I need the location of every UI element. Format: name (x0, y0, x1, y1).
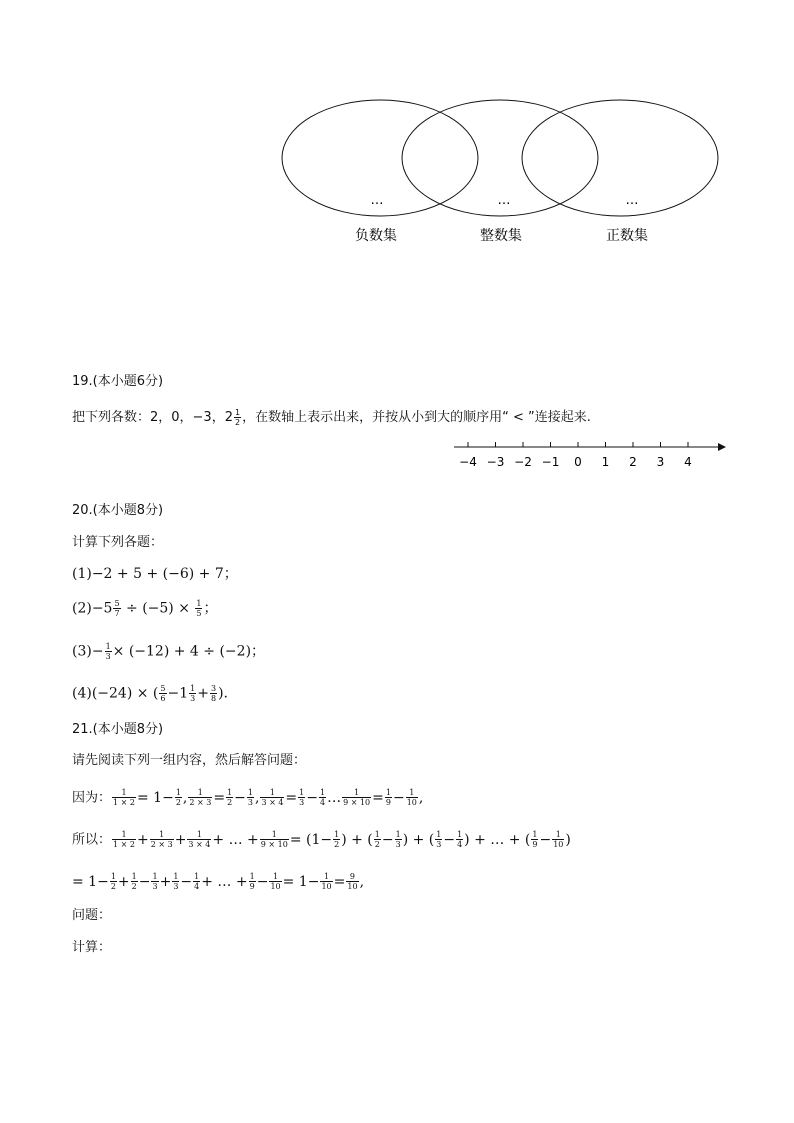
number-line-tick-label: −1 (541, 455, 560, 469)
number-line-arrow (718, 443, 726, 451)
fraction: $\frac{1}{9}$ (532, 830, 538, 849)
fraction: $\frac{1}{3}$ (105, 642, 111, 661)
q19-prompt-after: ，在数轴上表示出来，并按从小到大的顺序用“ < ”连接起来. (242, 410, 591, 425)
q20-part1: (1)−2 + 5 + (−6) + 7； (72, 566, 238, 582)
q21-line1 (72, 788, 423, 808)
op-text: … (327, 789, 342, 806)
venn-dots-1: … (370, 193, 384, 208)
op-text: − (256, 873, 269, 890)
op-text: ) + ( (341, 831, 373, 848)
fraction: $\frac{1}{3}$ (173, 872, 179, 891)
venn-label-positive: 正数集 (606, 228, 648, 244)
fraction: $\frac{1}{3}$ (299, 788, 305, 807)
fraction: $\frac{1}{3}$ (395, 830, 401, 849)
op-text: − (381, 831, 394, 848)
venn-dots-2: … (497, 193, 511, 208)
q19-header: 19.(本小题6分) (72, 374, 164, 389)
op-text: = 1− (72, 873, 109, 890)
number-line-tick-label: 4 (684, 455, 692, 469)
op-text: + … + (201, 873, 248, 890)
op-text: , (418, 789, 424, 806)
op-text: = 1− (282, 873, 320, 890)
op-text: − (392, 789, 405, 806)
q20-part4: (4)(−24) × ( $\frac{5}{6}$ −1 $\frac{1}{3}$ + $\frac{3}{8}$ ). (72, 684, 228, 703)
op-text: = (285, 789, 298, 806)
op-text: + (159, 873, 172, 890)
fraction: $\frac{1}{4}$ (194, 872, 200, 891)
fraction: $\frac{1}{2 \times 3}$ (150, 830, 173, 849)
q21-intro: 请先阅读下列一组内容，然后解答问题： (72, 753, 307, 768)
fraction: $\frac{1}{10}$ (321, 872, 332, 891)
op-text: = (333, 873, 346, 890)
fraction: $\frac{1}{10}$ (553, 830, 564, 849)
fraction: $\frac{1}{4}$ (457, 830, 463, 849)
because-label: 因为： (72, 790, 112, 806)
op-text: = 1− (136, 789, 174, 806)
op-text: − (138, 873, 151, 890)
fraction: $\frac{1}{5}$ (196, 599, 202, 618)
op-text: , (254, 789, 260, 806)
q21-line3 (72, 872, 364, 891)
fraction: $\frac{1}{1 \times 2}$ (113, 788, 135, 807)
number-line-tick-label: −4 (459, 455, 477, 469)
fraction: $\frac{1}{2}$ (110, 872, 116, 891)
positive-set-ellipse (522, 100, 718, 216)
fraction: $\frac{1}{9 \times 10}$ (343, 788, 371, 807)
q20-header: 20.(本小题8分) (72, 503, 164, 518)
fraction: $\frac{1}{2}$ (374, 830, 380, 849)
mixed-number (225, 408, 242, 427)
fraction: $\frac{1}{2 \times 3}$ (189, 788, 212, 807)
fraction: $\frac{1}{9 \times 10}$ (260, 830, 288, 849)
op-text: + (136, 831, 149, 848)
op-text: − (306, 789, 318, 806)
venn-label-integer: 整数集 (480, 228, 522, 244)
number-line-tick-label: 1 (601, 455, 610, 469)
op-text: , (182, 789, 188, 806)
op-text: − (539, 831, 552, 848)
venn-label-negative: 负数集 (355, 228, 397, 244)
op-text: = (1− (289, 831, 333, 848)
fraction: $\frac{3}{8}$ (210, 684, 217, 703)
fraction: $\frac{1}{10}$ (270, 872, 281, 891)
q21-compute-label: 计算： (72, 940, 112, 955)
fraction: $\frac{9}{10}$ (347, 872, 358, 891)
fraction: $\frac{1}{3}$ (152, 872, 158, 891)
fraction: $\frac{5}{6}$ (160, 684, 166, 703)
fraction: $\frac{5}{7}$ (114, 599, 120, 618)
fraction: $\frac{1}{2}$ (334, 830, 340, 849)
fraction: $\frac{1}{3}$ (436, 830, 442, 849)
op-text: − (180, 873, 193, 890)
op-text: ) + … + ( (464, 831, 531, 848)
fraction: $\frac{1}{2}$ (175, 788, 181, 807)
venn-dots-3: … (625, 193, 639, 208)
venn-diagram (270, 90, 730, 260)
q21-header: 21.(本小题8分) (72, 722, 164, 737)
q21-line2 (72, 830, 571, 850)
op-text: ) (565, 831, 571, 848)
q20-intro: 计算下列各题： (72, 535, 164, 550)
number-line-tick-label: 2 (629, 455, 637, 469)
number-line-tick-label: −2 (514, 455, 532, 469)
q20-part2: (2)−5 $\frac{5}{7}$ ÷ (−5) × $\frac{1}{5}$ ； (72, 599, 218, 618)
op-text: = (213, 789, 226, 806)
mixed-whole: 2 (224, 410, 233, 425)
op-text: ) + ( (402, 831, 435, 848)
fraction: $\frac{1}{2}$ (235, 408, 241, 427)
fraction: $\frac{1}{1 \times 2}$ (113, 830, 135, 849)
so-label: 所以： (72, 832, 112, 848)
fraction: $\frac{1}{2}$ (227, 788, 233, 807)
op-text: + (117, 873, 130, 890)
q21-question-label: 问题： (72, 908, 112, 923)
fraction: $\frac{1}{3 \times 4}$ (188, 830, 211, 849)
fraction: $\frac{1}{2}$ (131, 872, 137, 891)
q20-part3: (3)− $\frac{1}{3}$ × (−12) + 4 ÷ (−2)； (72, 642, 266, 661)
fraction: $\frac{1}{9}$ (249, 872, 255, 891)
fraction: $\frac{1}{3}$ (190, 684, 196, 703)
fraction: $\frac{1}{4}$ (319, 788, 326, 807)
q19-prompt-before: 把下列各数：2，0，−3， (72, 410, 225, 425)
number-line-tick-label: 0 (574, 455, 582, 469)
q19-prompt (72, 408, 591, 427)
op-text: , (359, 873, 365, 890)
fraction: $\frac{1}{3}$ (247, 788, 253, 807)
number-line-tick-label: −3 (486, 455, 505, 469)
number-line (450, 438, 730, 474)
op-text: = (372, 789, 384, 806)
fraction: $\frac{1}{3 \times 4}$ (261, 788, 284, 807)
number-line-tick-label: 3 (656, 455, 665, 469)
fraction: $\frac{1}{9}$ (385, 788, 391, 807)
op-text: − (234, 789, 246, 806)
fraction: $\frac{1}{10}$ (406, 788, 417, 807)
op-text: + … + (212, 831, 259, 848)
op-text: + (174, 831, 187, 848)
op-text: − (443, 831, 456, 848)
